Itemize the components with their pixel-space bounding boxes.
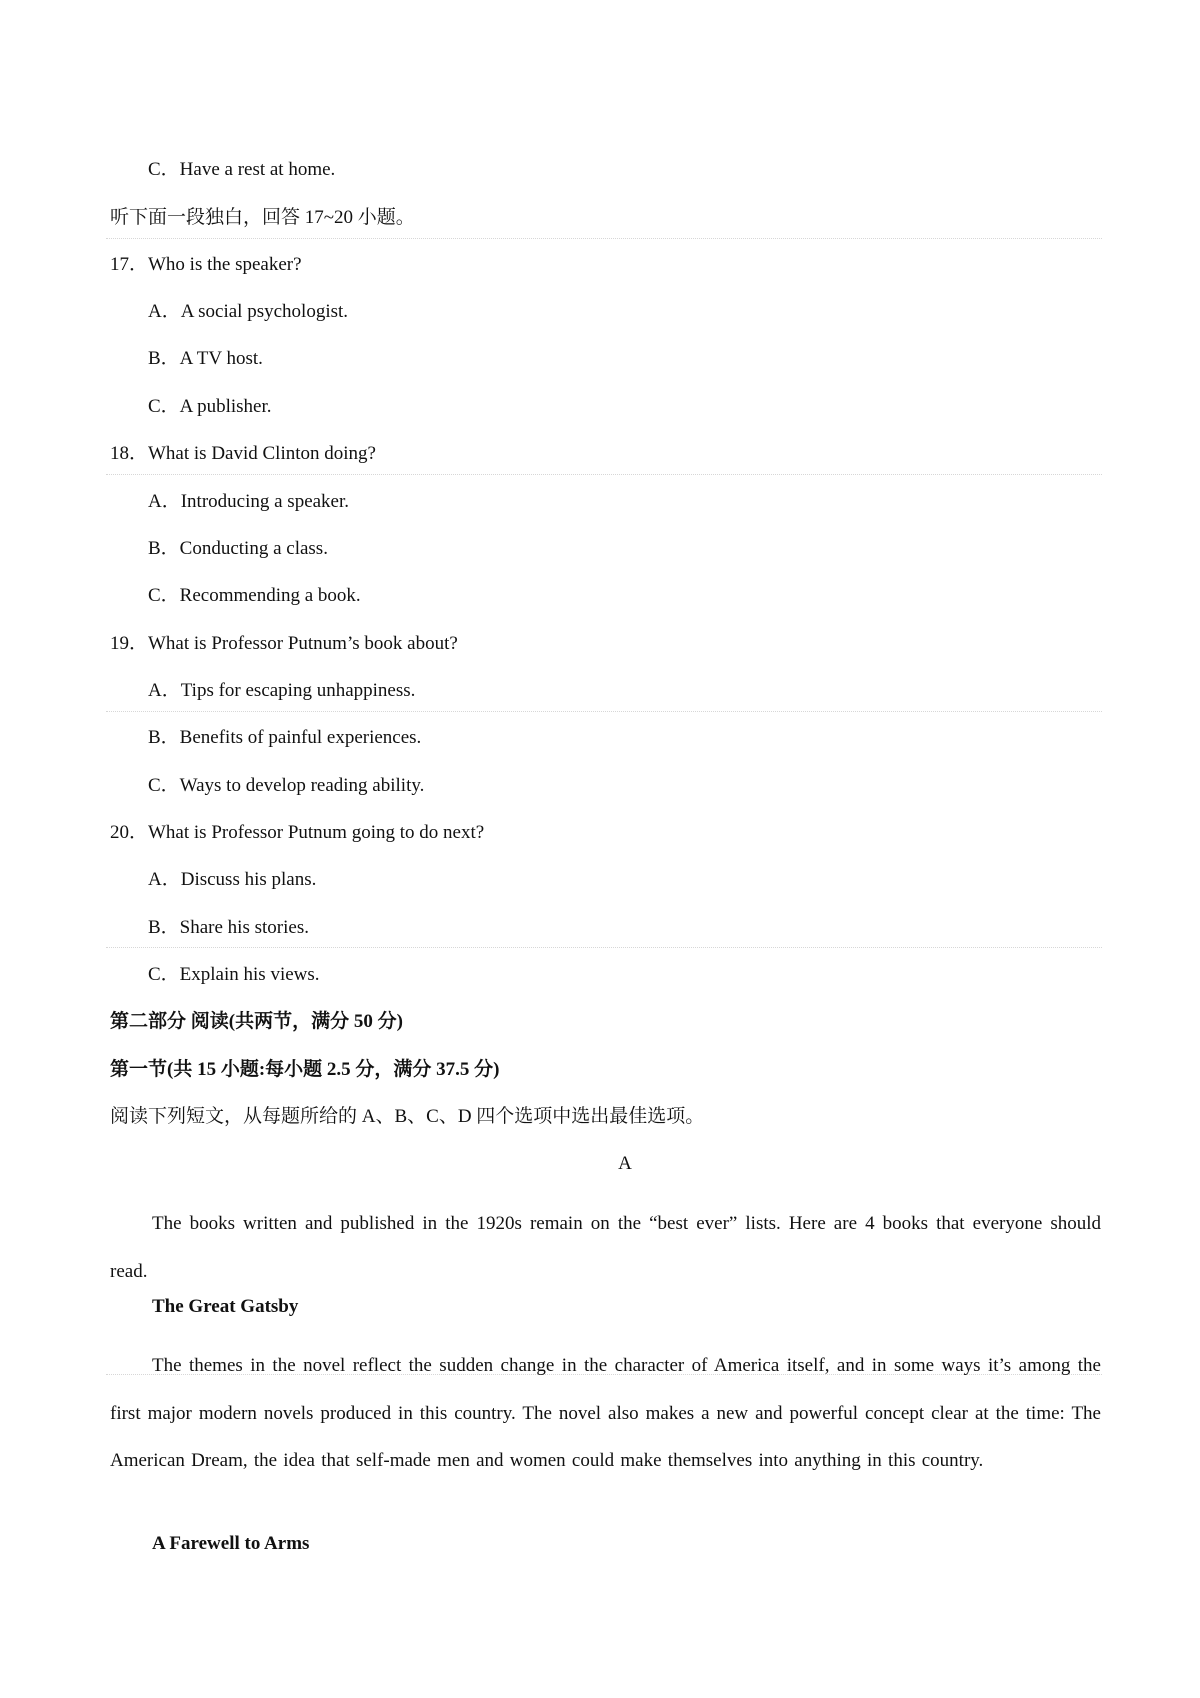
q19-option-c: C．Ways to develop reading ability. — [148, 775, 425, 796]
passage-label: A — [618, 1153, 632, 1174]
q16-option-c: C．Have a rest at home. — [148, 159, 336, 180]
question-18: 18．What is David Clinton doing? — [110, 443, 376, 464]
dotted-divider — [106, 947, 1102, 948]
q18-option-c: C．Recommending a book. — [148, 585, 361, 606]
part-heading: 第二部分 阅读(共两节，满分 50 分) — [110, 1011, 403, 1032]
listening-instruction: 听下面一段独白，回答 17~20 小题。 — [110, 207, 415, 228]
dotted-divider — [106, 238, 1102, 239]
book-description-great-gatsby: The themes in the novel reflect the sudden change in the character of America itself, and in some ways it’s among the first major modern novels produced in this country. The novel also makes a new and powerful concept clear at the time: The American Dream, the idea that self-made men and women could make themselves into anything in this country. — [110, 1355, 1101, 1471]
reading-instructions: 阅读下列短文，从每题所给的 A、B、C、D 四个选项中选出最佳选项。 — [110, 1106, 705, 1127]
q19-option-b: B．Benefits of painful experiences. — [148, 727, 422, 748]
book-title-farewell-to-arms: A Farewell to Arms — [152, 1533, 310, 1554]
question-17: 17．Who is the speaker? — [110, 254, 302, 275]
q20-option-a: A．Discuss his plans. — [148, 869, 317, 890]
q19-option-a: A．Tips for escaping unhappiness. — [148, 680, 416, 701]
passage-intro: The books written and published in the 1920s remain on the “best ever” lists. Here are 4 books that everyone should read. — [110, 1213, 1101, 1282]
q20-option-c: C．Explain his views. — [148, 964, 320, 985]
dotted-divider — [106, 711, 1102, 712]
dotted-divider — [106, 474, 1102, 475]
book-title-great-gatsby: The Great Gatsby — [152, 1296, 299, 1317]
q20-option-b: B．Share his stories. — [148, 917, 309, 938]
q18-option-a: A．Introducing a speaker. — [148, 491, 350, 512]
q18-option-b: B．Conducting a class. — [148, 538, 328, 559]
question-19: 19．What is Professor Putnum’s book about? — [110, 633, 458, 654]
q17-option-c: C．A publisher. — [148, 396, 272, 417]
section-heading: 第一节(共 15 小题:每小题 2.5 分，满分 37.5 分) — [110, 1059, 500, 1080]
question-20: 20．What is Professor Putnum going to do next? — [110, 822, 485, 843]
q17-option-a: A．A social psychologist. — [148, 301, 349, 322]
q17-option-b: B．A TV host. — [148, 348, 263, 369]
